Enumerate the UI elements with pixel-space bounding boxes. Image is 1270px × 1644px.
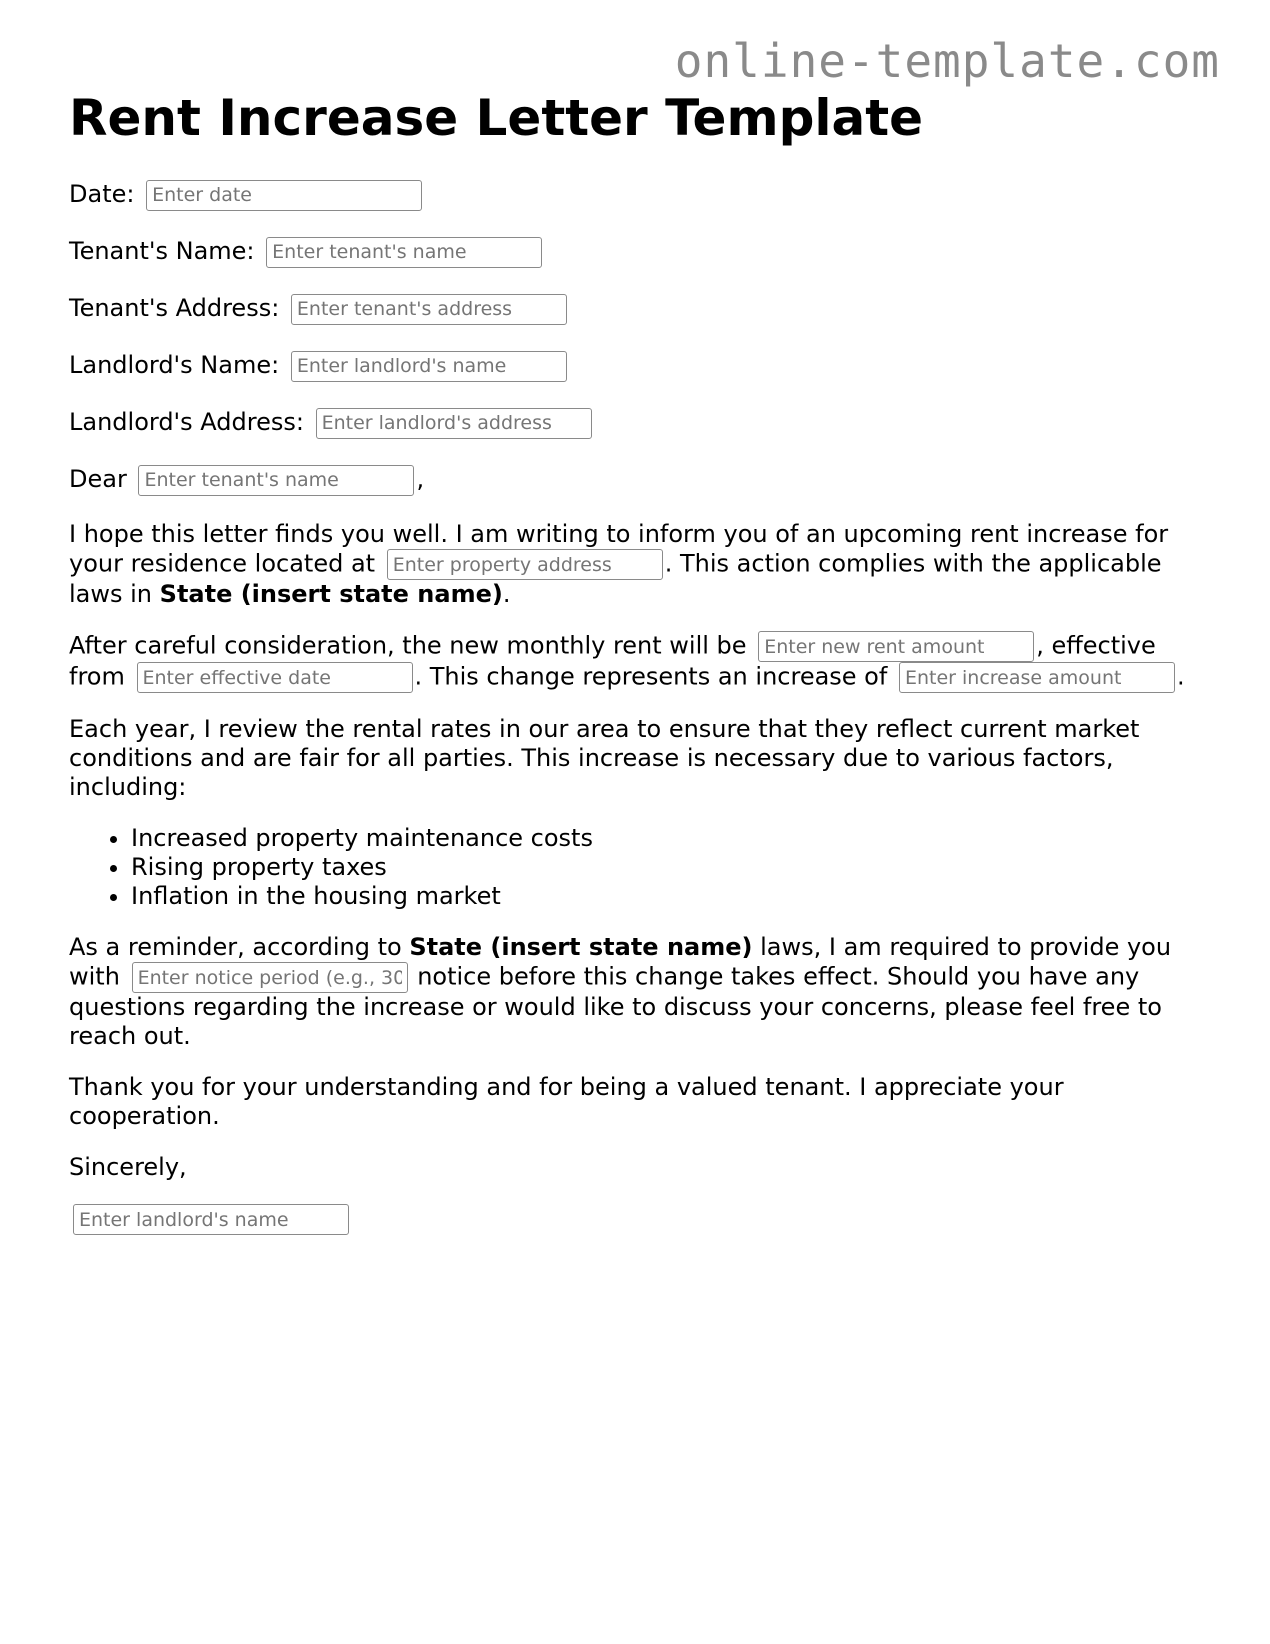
rent-paragraph [69, 631, 1199, 693]
tenant-address-input[interactable] [291, 294, 567, 325]
landlord-name-row [69, 349, 1199, 382]
tenant-address-row [69, 292, 1199, 325]
salutation-prefix: Dear [69, 465, 127, 493]
signature-landlord-input[interactable] [73, 1204, 349, 1235]
review-paragraph: Each year, I review the rental rates in our area to ensure that they reflect current market conditions and are fair for all parties. This increase is necessary due to various factors, including: [69, 715, 1140, 801]
rent-text-1: After careful consideration, the new monthly rent will be [69, 631, 747, 660]
list-item: • Inflation in the housing market [131, 882, 1199, 911]
increase-amount-input[interactable] [899, 662, 1175, 693]
intro-text-1: I hope this letter finds you well. I am writing to inform you of an upcoming rent increase for your residence located at [69, 520, 1169, 578]
closing: Sincerely, [69, 1153, 187, 1181]
list-item: • Increased property maintenance costs [131, 824, 1199, 853]
notice-period-input[interactable] [132, 962, 408, 993]
notice-paragraph [69, 933, 1199, 1051]
tenant-name-label: Tenant's Name: [69, 237, 255, 265]
landlord-address-input[interactable] [316, 408, 592, 439]
tenant-name-input[interactable] [266, 237, 542, 268]
effective-date-input[interactable] [137, 662, 413, 693]
intro-text-2: . This action complies with the applicable laws in [69, 549, 1162, 608]
page-title: Rent Increase Letter Template [69, 89, 924, 147]
salutation-tenant-input[interactable] [138, 465, 414, 496]
salutation [69, 463, 1199, 496]
rent-text-3: . This change represents an increase of [414, 662, 888, 691]
landlord-name-input[interactable] [291, 351, 567, 382]
factors-list [69, 824, 1199, 911]
intro-paragraph [69, 520, 1199, 609]
watermark: online-template.com [674, 34, 1220, 88]
list-item: • Rising property taxes [131, 853, 1199, 882]
tenant-name-row [69, 235, 1199, 268]
letter-page [69, 88, 1199, 1235]
landlord-address-label: Landlord's Address: [69, 408, 304, 436]
intro-state-name: State (insert state name) [159, 580, 503, 608]
notice-state-name: State (insert state name) [409, 933, 753, 961]
salutation-suffix: , [416, 465, 425, 493]
landlord-address-row [69, 406, 1199, 439]
tenant-address-label: Tenant's Address: [69, 294, 280, 322]
date-row [69, 178, 1199, 211]
property-address-input[interactable] [387, 549, 663, 580]
landlord-name-label: Landlord's Name: [69, 351, 280, 379]
date-label: Date: [69, 180, 135, 208]
thanks-paragraph: Thank you for your understanding and for being a valued tenant. I appreciate your cooperation. [69, 1073, 1064, 1130]
rent-text-2: , effective from [69, 631, 1156, 691]
signature-row [69, 1204, 1199, 1235]
new-rent-input[interactable] [758, 631, 1034, 662]
notice-text-2: laws, I am required to provide you with [69, 933, 1172, 991]
date-input[interactable] [146, 180, 422, 211]
intro-text-3: . [502, 580, 511, 608]
notice-text-1: As a reminder, according to [69, 933, 402, 961]
rent-text-4: . [1176, 662, 1185, 691]
notice-text-3: notice before this change takes effect. Should you have any questions regarding the increase or would like to discuss your concerns, please feel free to reach out. [69, 962, 1162, 1050]
